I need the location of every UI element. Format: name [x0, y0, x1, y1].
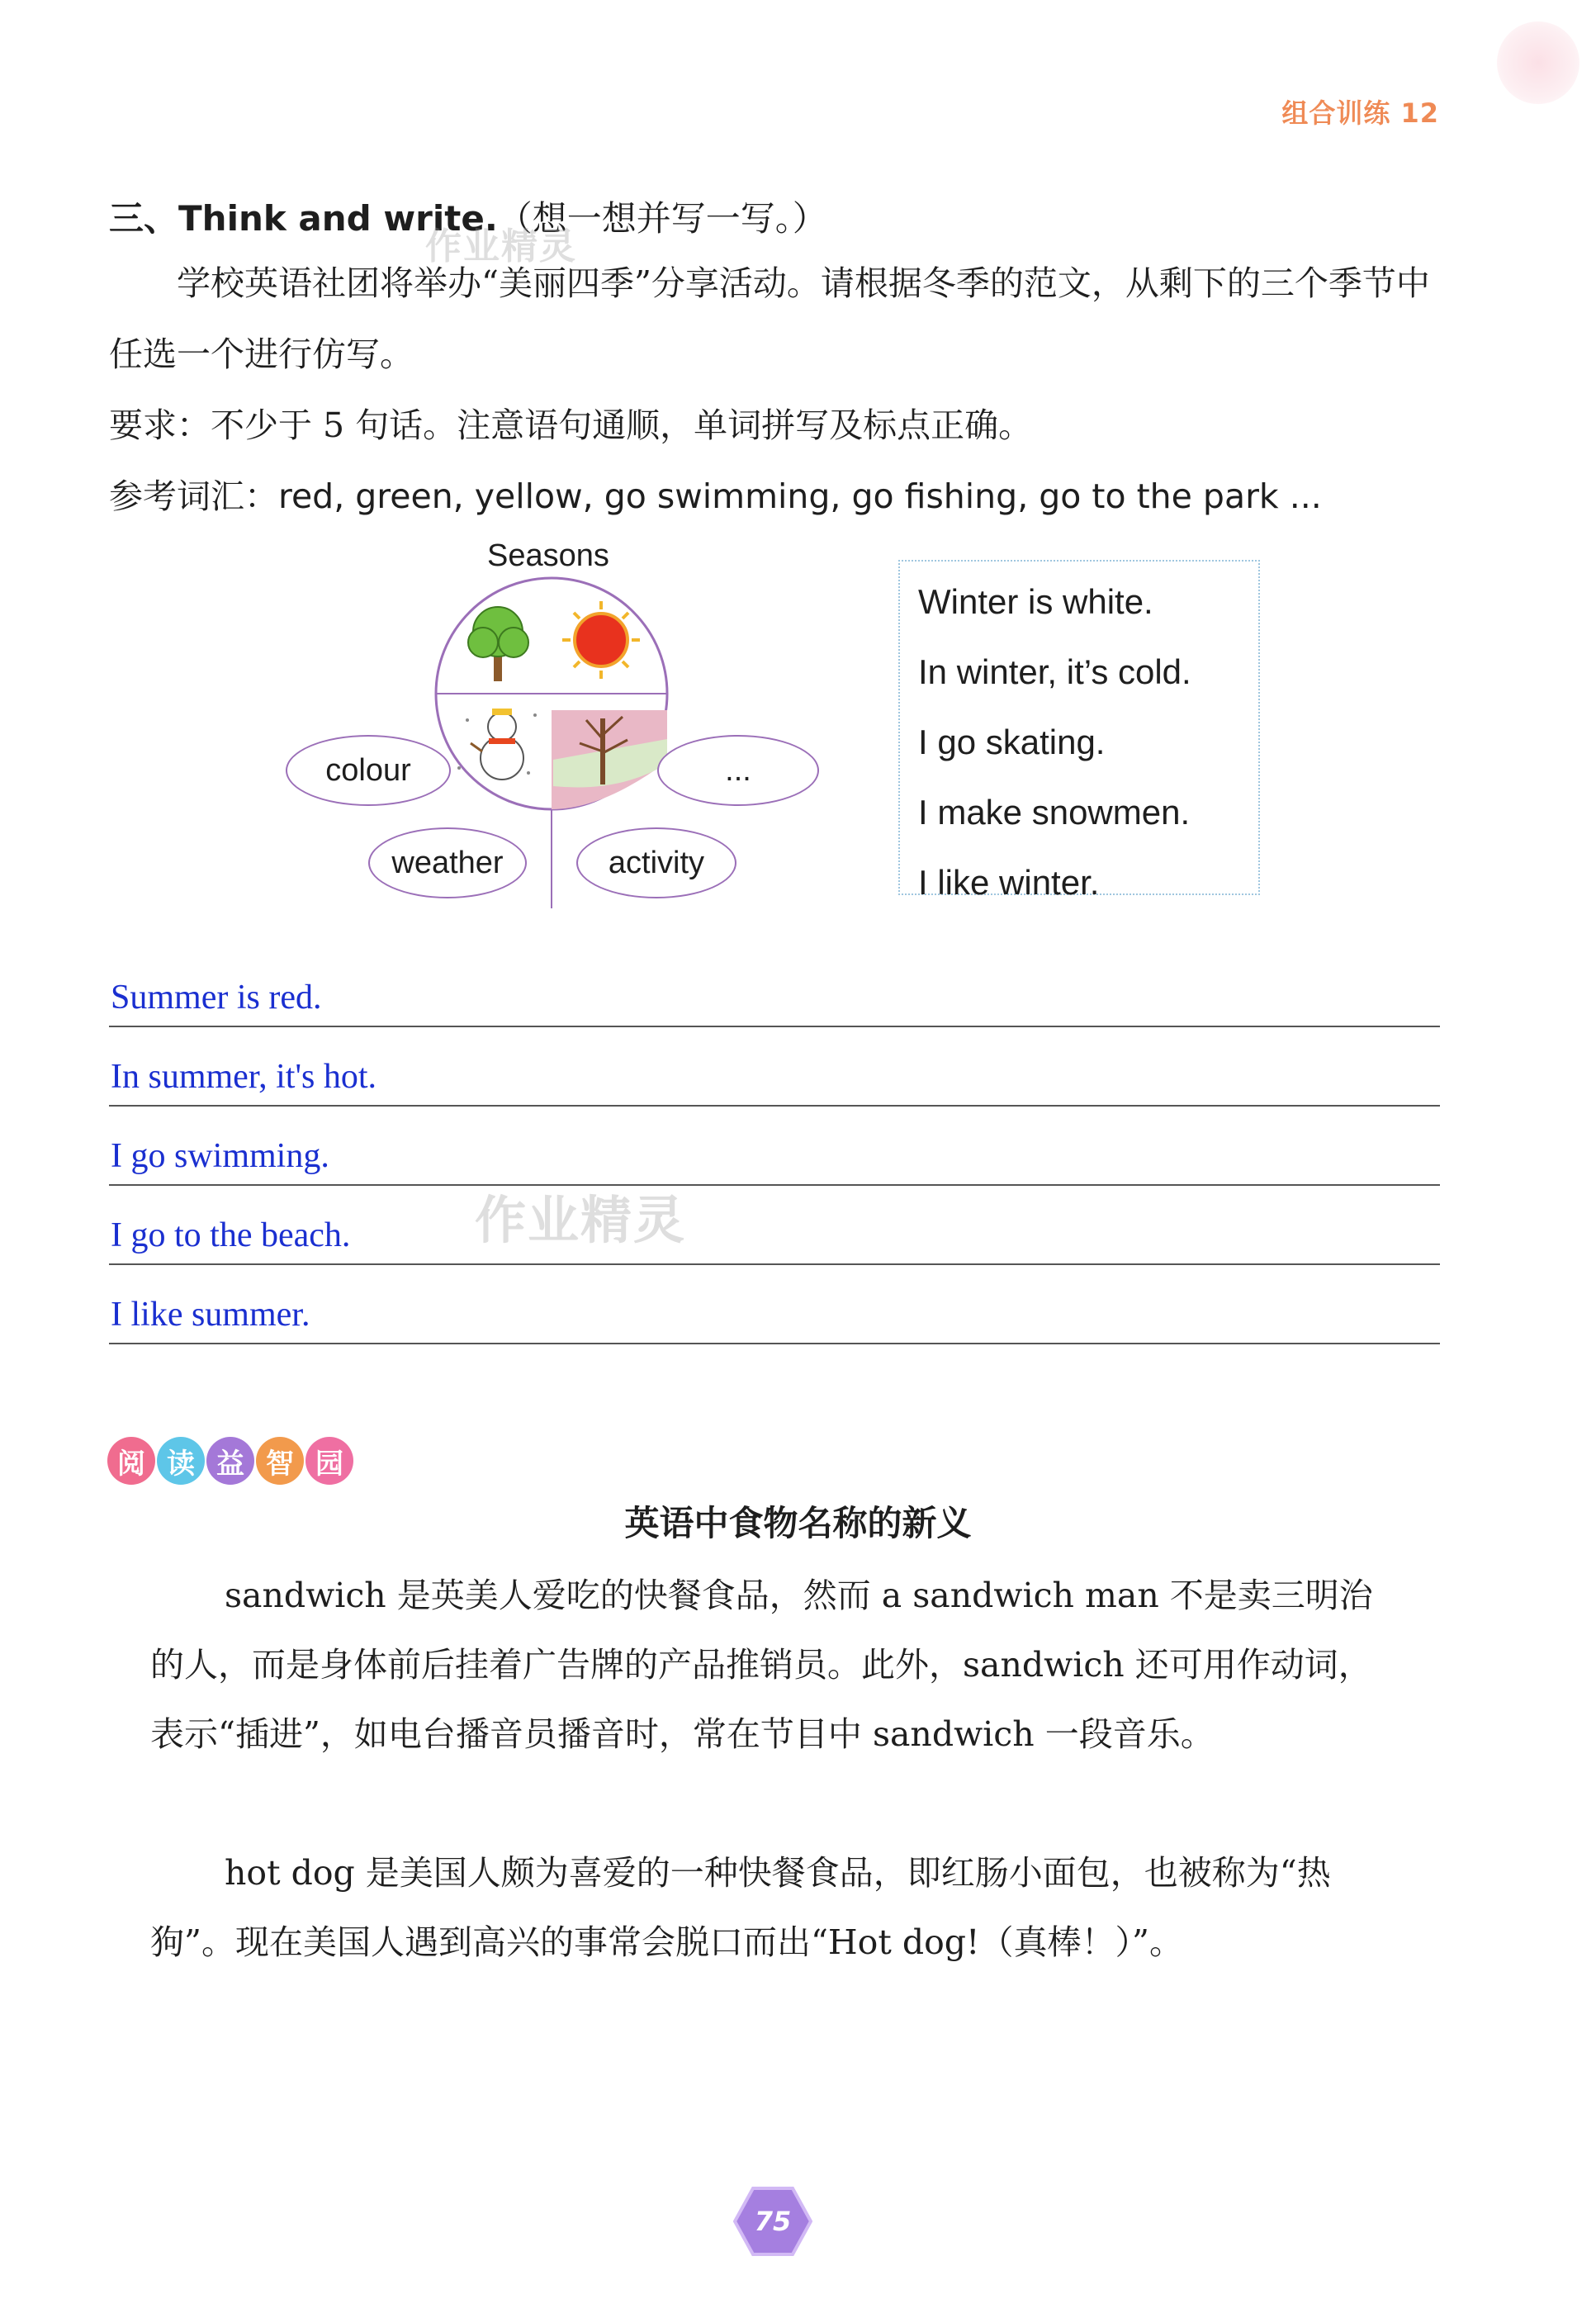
answer-line[interactable]: [109, 1026, 1440, 1107]
answer-text: I go to the beach.: [111, 1216, 351, 1254]
seasons-diagram: [272, 570, 834, 917]
badge-char: 园: [305, 1437, 353, 1485]
reading-title: 英语中食物名称的新义: [624, 1503, 972, 1543]
answer-line[interactable]: [109, 1263, 1440, 1344]
section-subtitle: （想一想并写一写。）: [497, 198, 827, 239]
header-tag: 组合训练 12: [1281, 97, 1439, 129]
corner-decoration: [1497, 21, 1579, 104]
answer-text: I go swimming.: [111, 1137, 329, 1175]
vocabulary-words: red, green, yellow, go swimming, go fishing, go to the park ...: [278, 476, 1322, 516]
watermark: 作业精灵: [425, 225, 577, 268]
answer-line[interactable]: [109, 946, 1440, 1027]
example-line: I make snowmen.: [918, 793, 1191, 832]
answer-line[interactable]: [109, 1105, 1440, 1186]
watermark: 作业精灵: [475, 1190, 687, 1250]
badge-char: 智: [256, 1437, 304, 1485]
example-line: I like winter.: [918, 863, 1100, 902]
page-number: 75: [754, 2206, 792, 2237]
bubble-activity: activity: [576, 827, 736, 898]
section-number: 三、: [109, 198, 179, 239]
bubble-weather: weather: [368, 827, 527, 898]
seasons-title: Seasons: [487, 538, 609, 573]
vocabulary-line: [109, 461, 1447, 532]
badge-char: 益: [206, 1437, 254, 1485]
badge-char: 读: [157, 1437, 205, 1485]
answer-text: I like summer.: [111, 1296, 310, 1334]
example-box: [898, 560, 1260, 902]
requirement-text: 要求：不少于 5 句话。注意语句通顺，单词拼写及标点正确。: [109, 405, 1033, 445]
sun-icon: [562, 601, 640, 679]
vocabulary-label: 参考词汇：: [109, 476, 278, 516]
answer-text: Summer is red.: [111, 979, 322, 1017]
bubble-more: ...: [657, 735, 819, 806]
section-heading: Think and write.: [178, 198, 498, 239]
bubble-colour: colour: [286, 735, 451, 806]
instruction-paragraph: 学校英语社团将举办“美丽四季”分享活动。请根据冬季的范文，从剩下的三个季节中任选一个进行仿写。: [109, 263, 1430, 374]
reading-corner-badge: [107, 1437, 355, 1491]
page-number-badge: [733, 2187, 812, 2256]
example-line: In winter, it’s cold.: [918, 652, 1191, 691]
answer-text: In summer, it's hot.: [111, 1058, 377, 1096]
reading-paragraph: sandwich 是英美人爱吃的快餐食品，然而 a sandwich man 不是卖三明治的人，而是身体前后挂着广告牌的产品推销员。此外，sandwich 还可用作动词，表示“插进”，如电台播音员播音时，常在节目中 sandwich 一段音乐。: [150, 1576, 1373, 1754]
badge-char: 阅: [107, 1437, 155, 1485]
answer-line[interactable]: [109, 1184, 1440, 1265]
example-line: I go skating.: [918, 723, 1106, 761]
reading-paragraph: hot dog 是美国人颇为喜爱的一种快餐食品，即红肠小面包，也被称为“热狗”。现在美国人遇到高兴的事常会脱口而出“Hot dog!（真棒！）”。: [150, 1853, 1331, 1962]
example-line: Winter is white.: [918, 582, 1153, 621]
bare-tree-icon: [552, 710, 667, 809]
